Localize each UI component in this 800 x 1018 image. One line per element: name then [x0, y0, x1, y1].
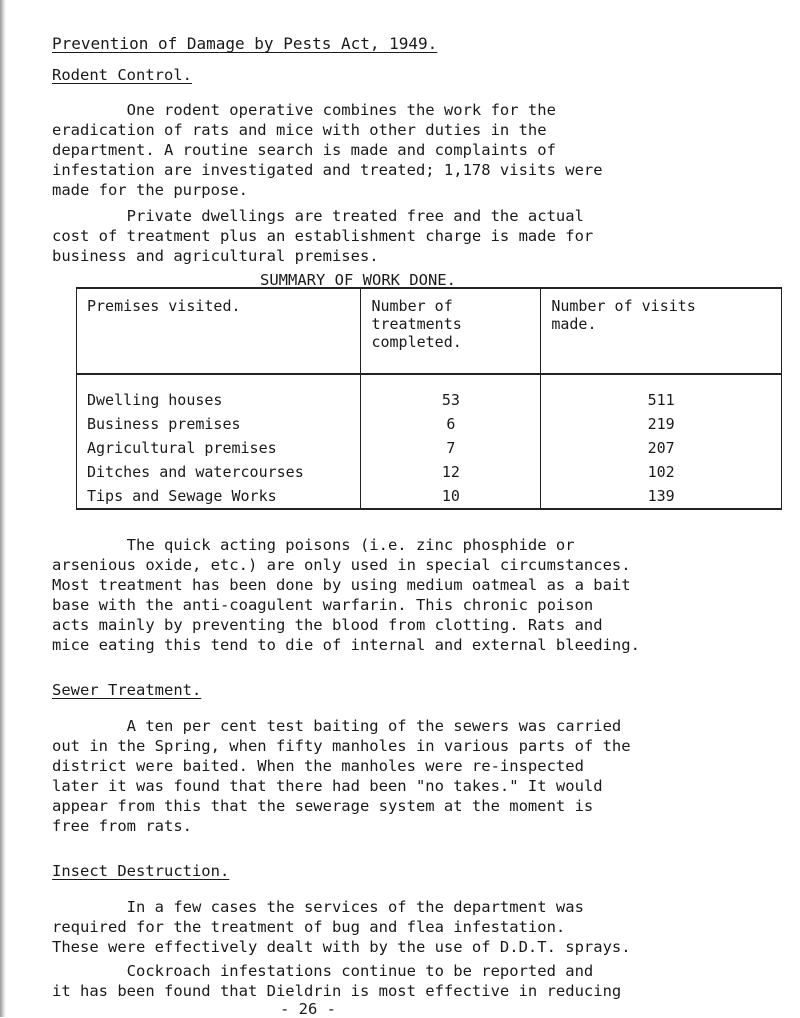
text-line: Private dwellings are treated free and the actual	[52, 207, 584, 225]
section-heading-sewer-treatment: Sewer Treatment.	[52, 681, 202, 699]
rodent-paragraph-1	[52, 100, 784, 200]
section-heading-rodent-control: Rodent Control.	[52, 66, 192, 84]
text-line: base with the anti-coagulent warfarin. This chronic poison	[52, 596, 594, 614]
table-row	[77, 484, 782, 509]
cell-treatments: 7	[361, 436, 541, 460]
table-row	[77, 436, 782, 460]
text-line: department. A routine search is made and complaints of	[52, 141, 556, 159]
text-line: arsenious oxide, etc.) are only used in special circumstances.	[52, 556, 631, 574]
text-line: mice eating this tend to die of internal and external bleeding.	[52, 636, 640, 654]
document-title: Prevention of Damage by Pests Act, 1949.	[52, 34, 438, 53]
table-header-row	[77, 288, 782, 374]
cell-visits: 511	[541, 374, 782, 412]
cell-visits: 207	[541, 436, 782, 460]
cell-premises: Tips and Sewage Works	[77, 484, 361, 509]
cell-treatments: 12	[361, 460, 541, 484]
text-line: infestation are investigated and treated; 1,178 visits were	[52, 161, 603, 179]
text-line: These were effectively dealt with by the use of D.D.T. sprays.	[52, 938, 631, 956]
table-row	[77, 460, 782, 484]
sewer-paragraph	[52, 716, 784, 836]
cell-premises: Agricultural premises	[77, 436, 361, 460]
scan-edge-shadow	[0, 0, 6, 1017]
text-line: cost of treatment plus an establishment charge is made for	[52, 227, 594, 245]
insect-paragraph-2	[52, 961, 784, 1001]
summary-heading: SUMMARY OF WORK DONE.	[260, 271, 456, 289]
rodent-paragraph-2	[52, 206, 784, 266]
column-header-treatments: Number of treatments completed.	[361, 288, 541, 374]
poisons-paragraph	[52, 535, 784, 655]
text-line: Most treatment has been done by using medium oatmeal as a bait	[52, 576, 631, 594]
text-line: eradication of rats and mice with other duties in the	[52, 121, 547, 139]
text-line: free from rats.	[52, 817, 192, 835]
text-line: Cockroach infestations continue to be reported and	[52, 962, 594, 980]
text-line: One rodent operative combines the work for the	[52, 101, 556, 119]
insect-paragraph-1	[52, 897, 784, 957]
cell-visits: 102	[541, 460, 782, 484]
section-heading-insect-destruction: Insect Destruction.	[52, 862, 230, 880]
text-line: appear from this that the sewerage system at the moment is	[52, 797, 594, 815]
cell-treatments: 53	[361, 374, 541, 412]
summary-table	[76, 287, 782, 510]
column-header-premises: Premises visited.	[77, 288, 361, 374]
cell-premises: Dwelling houses	[77, 374, 361, 412]
cell-visits: 219	[541, 412, 782, 436]
column-header-visits: Number of visits made.	[541, 288, 782, 374]
table-row	[77, 374, 782, 412]
text-line: A ten per cent test baiting of the sewers was carried	[52, 717, 622, 735]
text-line: required for the treatment of bug and flea infestation.	[52, 918, 566, 936]
cell-premises: Ditches and watercourses	[77, 460, 361, 484]
cell-treatments: 6	[361, 412, 541, 436]
cell-visits: 139	[541, 484, 782, 509]
text-line: The quick acting poisons (i.e. zinc phosphide or	[52, 536, 575, 554]
cell-treatments: 10	[361, 484, 541, 509]
text-line: business and agricultural premises.	[52, 247, 379, 265]
cell-premises: Business premises	[77, 412, 361, 436]
table-row	[77, 412, 782, 436]
page-number: - 26 -	[280, 1000, 336, 1018]
text-line: In a few cases the services of the department was	[52, 898, 584, 916]
text-line: it has been found that Dieldrin is most effective in reducing	[52, 982, 622, 1000]
text-line: made for the purpose.	[52, 181, 248, 199]
text-line: out in the Spring, when fifty manholes in various parts of the	[52, 737, 631, 755]
text-line: acts mainly by preventing the blood from clotting. Rats and	[52, 616, 603, 634]
text-line: later it was found that there had been "no takes." It would	[52, 777, 603, 795]
text-line: district were baited. When the manholes were re-inspected	[52, 757, 584, 775]
